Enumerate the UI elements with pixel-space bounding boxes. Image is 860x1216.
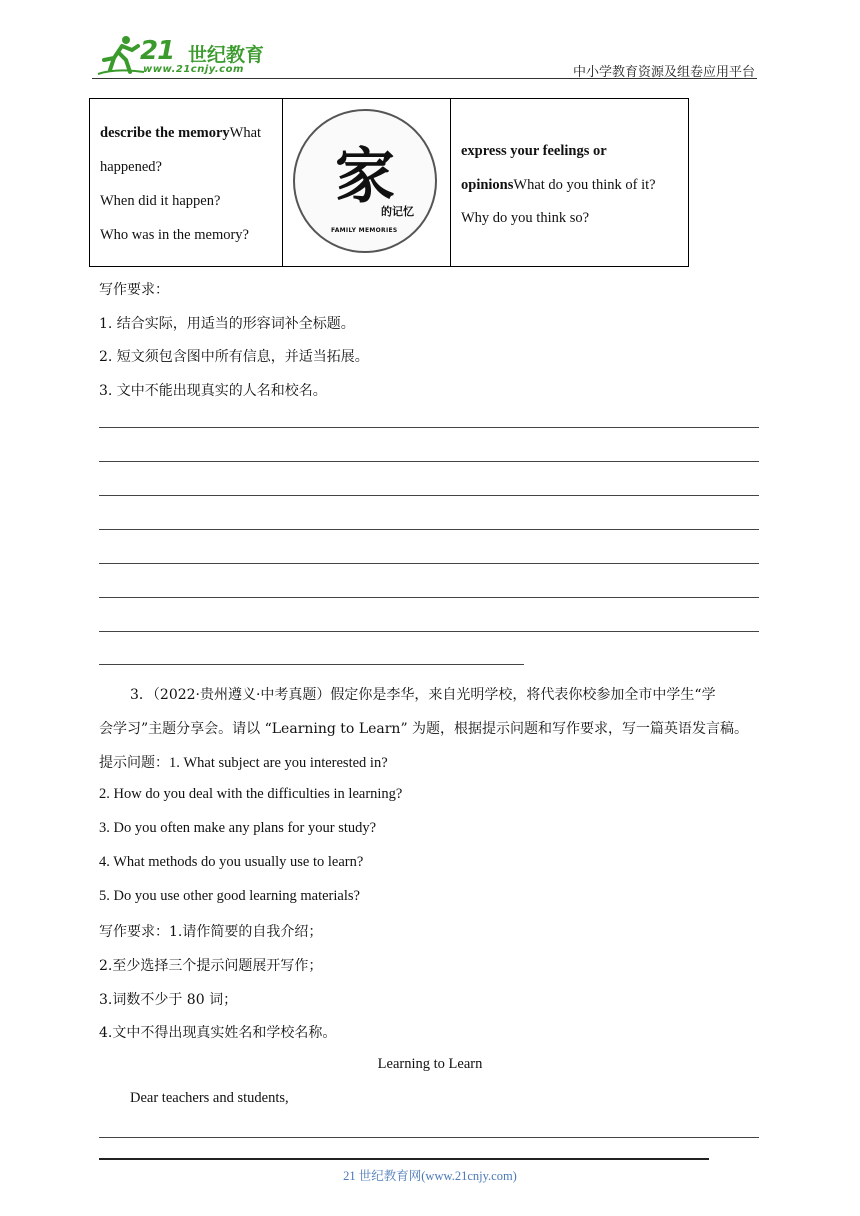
requirement-item: 2.至少选择三个提示问题展开写作； <box>99 958 323 974</box>
left-cell <box>90 99 283 266</box>
mind-map-table <box>89 98 689 267</box>
writing-line[interactable] <box>99 461 759 462</box>
image-sub-text: 的记忆 <box>381 205 414 218</box>
image-en-text: FAMILY MEMORIES <box>331 227 398 234</box>
requirements-title: 写作要求： <box>99 282 169 298</box>
prompt-item: 2. How do you deal with the difficulties in learning? <box>99 786 403 802</box>
requirement-item-2: 2. 短文须包含图中所有信息，并适当拓展。 <box>99 349 369 365</box>
right-cell-text: What do you think of it? <box>513 177 656 193</box>
requirement-label: 写作要求： <box>99 924 169 940</box>
logo-text: 世纪教育 <box>188 44 265 66</box>
writing-line[interactable] <box>99 631 759 632</box>
requirement-item-1: 1. 结合实际，用适当的形容词补全标题。 <box>99 316 355 332</box>
writing-line[interactable] <box>99 597 759 598</box>
prompt-label: 提示问题： <box>99 755 169 771</box>
header <box>0 0 860 80</box>
family-memories-image <box>293 109 437 253</box>
image-main-char: 家 <box>335 142 395 212</box>
image-cell <box>283 99 451 266</box>
platform-text: 中小学教育资源及组卷应用平台 <box>572 65 755 80</box>
header-divider <box>92 78 757 79</box>
requirement-item: 1.请作简要的自我介绍； <box>169 924 323 940</box>
essay-title: Learning to Learn <box>377 1056 483 1072</box>
requirement-line-1 <box>99 921 322 941</box>
prompt-line-1 <box>99 752 388 772</box>
prompt-item: 4. What methods do you usually use to learn? <box>99 854 364 870</box>
writing-line-short[interactable] <box>99 664 524 665</box>
writing-line-final[interactable] <box>99 1158 709 1160</box>
logo-number: 21 <box>140 36 175 66</box>
right-cell-line-2 <box>461 177 656 194</box>
prompt-item: 5. Do you use other good learning materials? <box>99 888 360 904</box>
left-cell-line-4: Who was in the memory? <box>100 227 249 243</box>
left-cell-line-3: When did it happen? <box>100 193 221 209</box>
requirement-item: 3.词数不少于 80 词； <box>99 992 238 1008</box>
requirement-item: 4.文中不得出现真实姓名和学校名称。 <box>99 1025 337 1041</box>
prompt-item: 1. What subject are you interested in? <box>169 755 388 771</box>
left-cell-text: What <box>229 125 262 141</box>
left-cell-line-2: happened? <box>100 159 162 175</box>
salutation: Dear teachers and students, <box>130 1090 289 1106</box>
writing-line[interactable] <box>99 495 759 496</box>
footer-text: 21 世纪教育网(www.21cnjy.com) <box>343 1169 517 1183</box>
left-cell-label: describe the memory <box>100 125 230 141</box>
left-cell-line-1 <box>100 125 261 142</box>
question-3-line-2: 会学习”主题分享会。请以 “Learning to Learn” 为题，根据提示问题和写作要求，写一篇英语发言稿。 <box>99 721 749 737</box>
writing-line[interactable] <box>99 563 759 564</box>
prompt-item: 3. Do you often make any plans for your study? <box>99 820 377 836</box>
right-cell-line-1: express your feelings or <box>461 143 607 159</box>
writing-line[interactable] <box>99 529 759 530</box>
right-cell-label: opinions <box>461 177 514 193</box>
logo-url: www.21cnjy.com <box>143 64 244 75</box>
requirement-item-3: 3. 文中不能出现真实的人名和校名。 <box>99 383 327 399</box>
right-cell-line-3: Why do you think so? <box>461 210 590 226</box>
writing-line[interactable] <box>99 427 759 428</box>
logo-runner-icon <box>96 34 146 78</box>
writing-line[interactable] <box>99 1137 759 1138</box>
right-cell <box>451 99 688 266</box>
question-3-line-1: 3．（2022·贵州遵义·中考真题）假定你是李华，来自光明学校，将代表你校参加全市中学生“学 <box>130 687 716 703</box>
